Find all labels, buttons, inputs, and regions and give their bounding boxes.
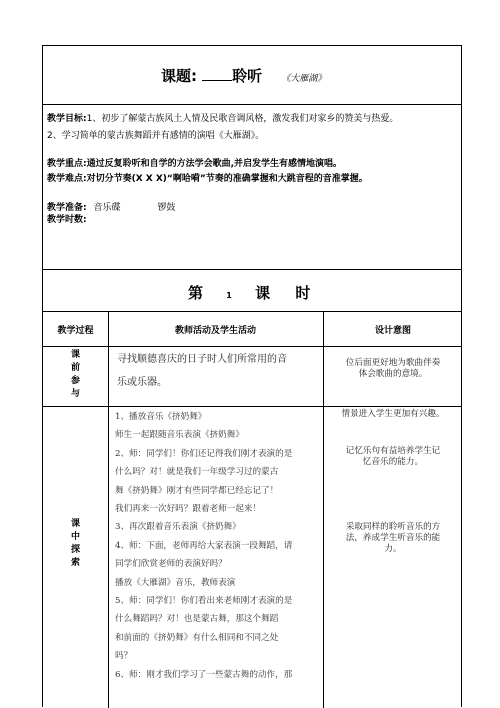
activity-line: 舞《挤奶舞》刚才有些同学都已经忘记了！: [115, 485, 279, 496]
title-topic: 聆听: [232, 67, 263, 85]
focus-label: 教学重点:: [47, 159, 87, 169]
period-suffix-1: 课: [255, 284, 271, 302]
activity-line: 师生一起跟随音乐表演《挤奶舞》: [115, 430, 244, 441]
objectives-line2: 2、学习简单的蒙古族舞蹈并有感情的演唱《大雁湖》。: [47, 131, 265, 141]
row2-stage-char: 课: [70, 519, 80, 529]
row2-stage-char: 索: [70, 558, 80, 568]
row2-intent-1: 情景进入学生更加有兴趣。: [341, 409, 445, 419]
row2-intent-2-line: 忆音乐的能力。: [362, 457, 424, 467]
row2-stage: [43, 518, 108, 570]
rule-after-row1: [43, 406, 461, 407]
row2-intent-3-line: 采取同样的聆听音乐的方: [345, 522, 441, 532]
row2-intent-3-line: 法，养成学生听音乐的能: [345, 533, 441, 543]
row1-stage: [43, 349, 108, 401]
hours-label: 教学时数:: [47, 215, 87, 225]
prep-line: [47, 202, 175, 214]
period-heading: [188, 282, 310, 303]
title-song: 《大雁湖》: [281, 74, 327, 84]
activity-line: 吗？: [115, 651, 133, 662]
row2-stage-char: 中: [70, 532, 80, 542]
activity-line: 3、再次跟着音乐表演《挤奶舞》: [115, 522, 241, 533]
rule-after-period: [43, 311, 461, 312]
row2-intent-3-line: 力。: [384, 544, 402, 554]
period-number: 1: [226, 291, 232, 300]
activity-line: 1、播放音乐《挤奶舞》: [115, 412, 207, 422]
activity-line: 4、师：下面，老师再给大家表演一段舞蹈，请: [115, 540, 293, 551]
title-label: 课题:: [161, 67, 197, 85]
rule-after-table-header: [43, 346, 461, 347]
row2-intent-3: [323, 522, 463, 555]
row1-activity-line: 乐或乐器。: [117, 377, 167, 388]
objectives-label: 教学目标:: [47, 114, 87, 124]
row2-activity: [115, 408, 292, 684]
row1-intent-line: 位后面更好地为歌曲伴奏: [345, 358, 441, 368]
activity-line: 5、师：同学们！你们看出来老师刚才表演的是: [115, 596, 293, 607]
period-suffix-2: 时: [295, 284, 311, 302]
row1-stage-char: 参: [70, 376, 80, 386]
prep-item-1: 音乐碟: [93, 203, 121, 213]
activity-line: 播放《大雁湖》音乐，教师表演: [115, 577, 236, 588]
objectives-line1: [47, 113, 398, 125]
header-process: 教学过程: [57, 326, 94, 336]
row2-stage-char: 探: [70, 545, 80, 555]
row1-stage-char: 与: [70, 389, 80, 399]
row1-stage-char: 前: [70, 363, 80, 373]
activity-line: 2、师：同学们！你们还记得我们刚才表演的是: [115, 448, 293, 459]
activity-line: 我们再来一次好吗？跟着老师一起来！: [115, 504, 262, 515]
rule-after-title: [43, 104, 461, 105]
row1-intent: [323, 358, 463, 380]
period-prefix: 第: [188, 284, 204, 302]
focus-line: [47, 158, 342, 170]
row2-intent-2: [323, 446, 463, 468]
activity-line: 6、师：刚才我们学习了一些蒙古舞的动作，那: [115, 669, 293, 680]
row1-activity: [117, 348, 287, 394]
difficulty-text: 对切分节奏(X X X)“啊哈嗬”节奏的准确掌握和大跳音程的音准掌握。: [86, 174, 368, 184]
title-blank-line: [202, 68, 232, 81]
difficulty-line: [47, 173, 368, 185]
rule-after-info: [43, 269, 461, 270]
focus-text: 通过反复聆听和自学的方法学会歌曲,并启发学生有感情地演唱。: [86, 159, 343, 169]
header-activity: 教师活动及学生活动: [174, 326, 256, 336]
activity-line: 什么舞蹈吗？对！也是蒙古舞，那这个舞蹈: [115, 614, 279, 625]
row1-intent-line: 体会歌曲的意境。: [358, 369, 428, 379]
table-col-divider-1: [108, 311, 109, 708]
objectives-text1: 1、初步了解蒙古族风土人情及民歌音调风格，激发我们对家乡的赞美与热爱。: [86, 114, 399, 124]
header-intent: 设计意图: [374, 326, 411, 336]
lesson-plan-sheet: [42, 45, 462, 707]
activity-line: 同学们欣赏老师的表演好吗？: [115, 559, 227, 570]
row1-stage-char: 课: [70, 350, 80, 360]
activity-line: 和前面的《挤奶舞》有什么相同和不同之处: [115, 632, 279, 643]
prep-item-2: 锣鼓: [157, 203, 176, 213]
activity-line: 什么吗？对！就是我们一年级学习过的蒙古: [115, 467, 279, 478]
lesson-title: [161, 65, 326, 86]
prep-label: 教学准备:: [47, 203, 87, 213]
row2-intent-2-line: 记忆乐句有益培养学生记: [345, 446, 441, 456]
difficulty-label: 教学难点:: [47, 174, 87, 184]
row1-activity-line: 寻找顺德喜庆的日子时人们所常用的音: [117, 354, 287, 365]
